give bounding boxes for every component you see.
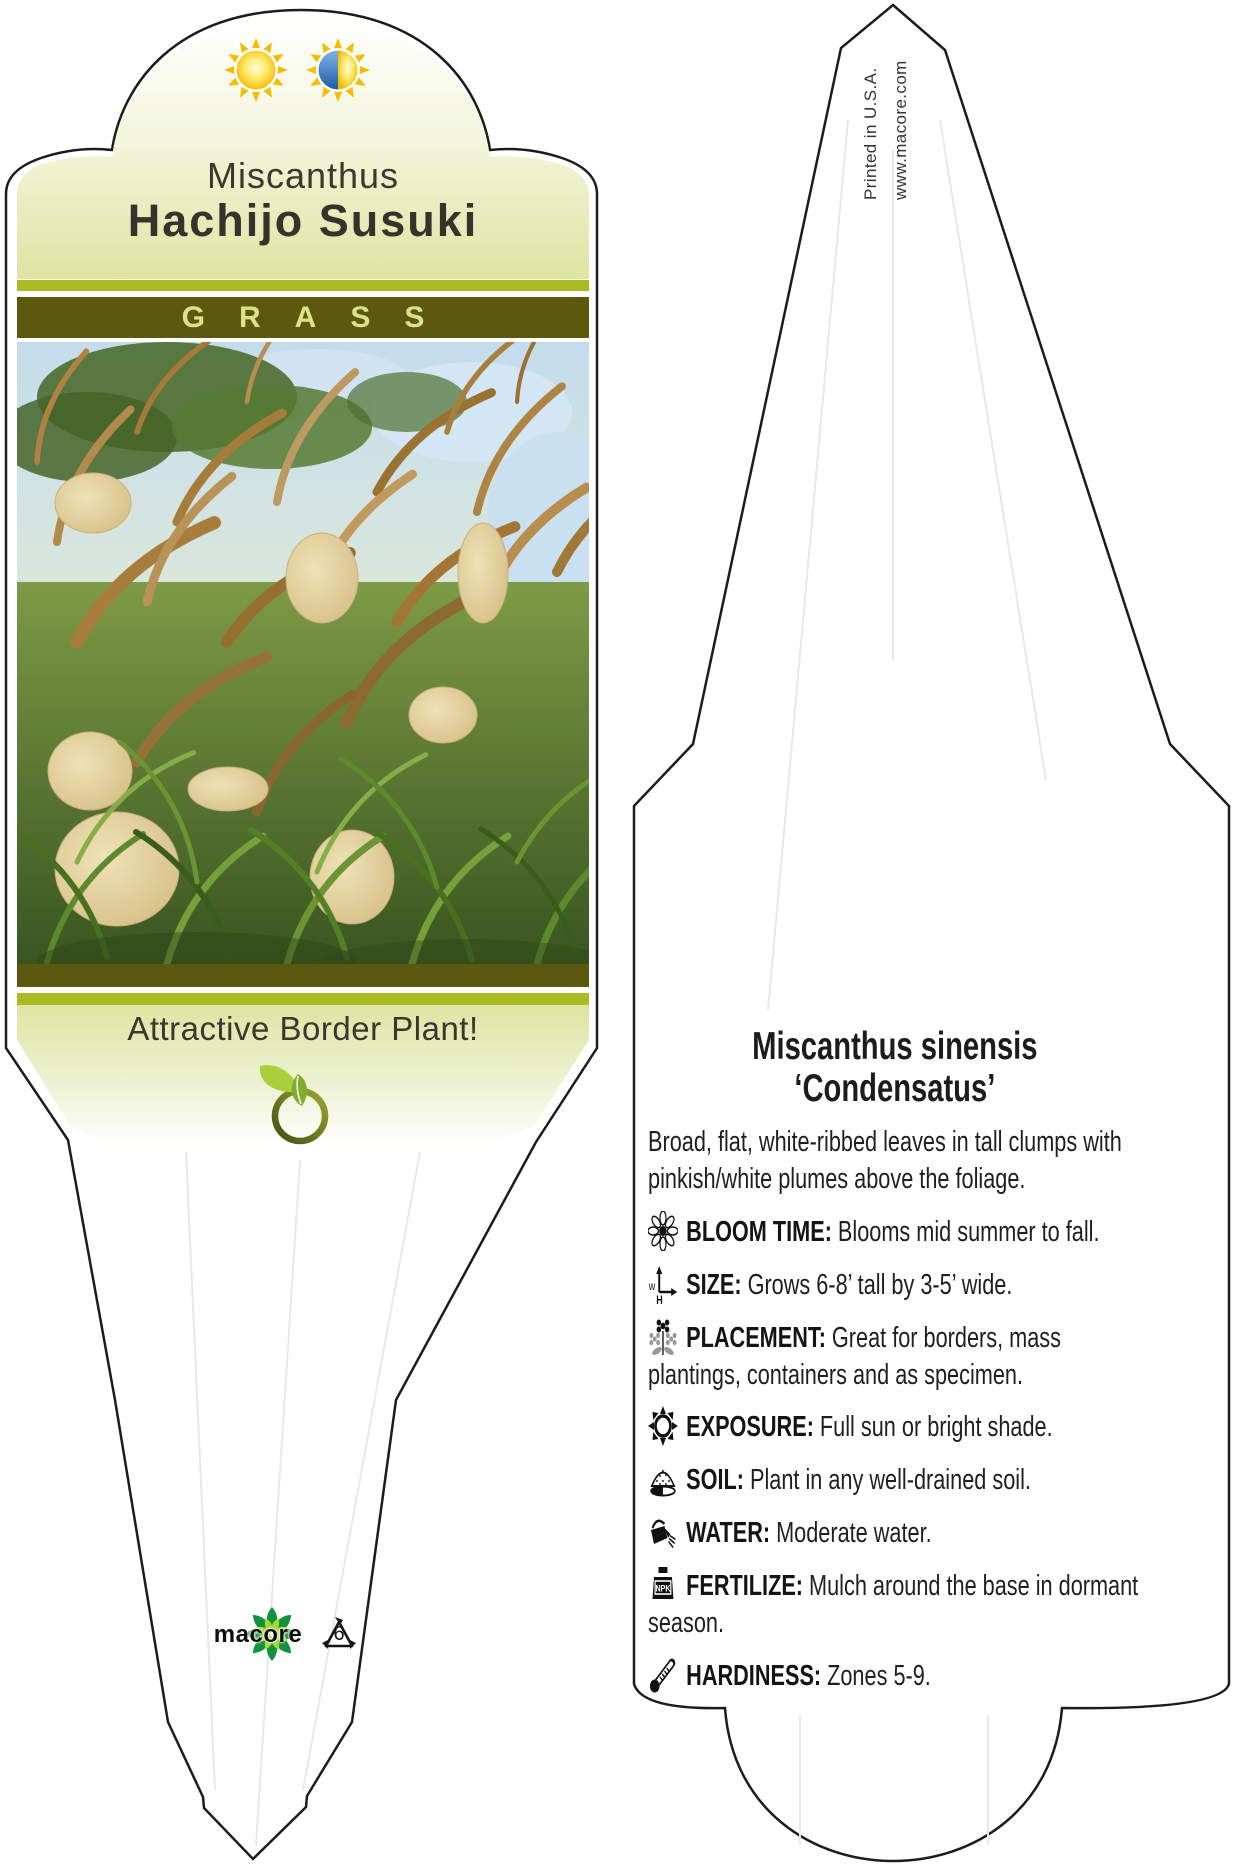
care-text: Moderate water. [776,1517,932,1550]
care-text: Mulch around the base in dormant season. [648,1570,1139,1640]
svg-text:w: w [648,1279,656,1294]
care-label: SIZE: [686,1269,742,1302]
soil-icon [648,1459,678,1499]
care-row-placement [648,1317,1142,1393]
tagline: Attractive Border Plant! [127,1010,479,1047]
care-label: WATER: [686,1517,771,1550]
accent-stripe-top [17,280,589,291]
care-label: FERTILIZE: [686,1570,804,1603]
care-text: Blooms mid summer to fall. [837,1216,1100,1249]
plant-photo [0,300,684,995]
plant-genus: Miscanthus [206,155,400,196]
care-label: PLACEMENT: [686,1322,826,1355]
care-text: Great for borders, mass plantings, containers and as specimen. [648,1322,1061,1392]
care-text: Zones 5-9. [827,1659,931,1692]
printed-in-text: Printed in U.S.A. [861,67,880,200]
brand-logo-text: macore [213,1621,303,1648]
placement-icon [648,1317,678,1357]
care-row-soil [648,1459,1142,1499]
care-text: Full sun or bright shade. [819,1411,1053,1444]
hardiness-icon [648,1655,678,1695]
svg-text:NPK: NPK [655,1582,671,1595]
care-label: EXPOSURE: [686,1411,814,1444]
care-row-exposure [648,1406,1142,1446]
care-info-panel [648,1026,1142,1695]
olive-band-bottom [17,964,589,987]
website-text: www.macore.com [890,60,910,200]
botanical-title-line1: Miscanthus sinensis [752,1025,1038,1068]
care-row-fertilize [648,1565,1142,1641]
front-tag [0,10,684,1859]
fertilize-icon [648,1565,678,1605]
care-label: BLOOM TIME: [686,1216,832,1249]
accent-stripe-bottom [17,993,589,1005]
size-icon [648,1264,678,1304]
category-banner-label: GRASS [181,300,459,334]
care-text: Grows 6-8’ tall by 3-5’ wide. [747,1269,1013,1302]
recycle-code: 6 [333,1623,345,1645]
water-icon [648,1512,678,1552]
category-banner [17,297,589,338]
print-credit [856,60,916,200]
botanical-title [648,1026,1142,1109]
care-row-size [648,1264,1142,1304]
care-label: SOIL: [686,1464,745,1497]
care-row-bloom-time [648,1211,1142,1251]
care-row-water [648,1512,1142,1552]
bloom-icon [648,1211,678,1251]
care-text: Plant in any well-drained soil. [749,1464,1031,1497]
botanical-title-line2: ‘Condensatus’ [794,1066,996,1110]
svg-text:H: H [656,1293,663,1305]
exposure-icon [648,1406,678,1446]
care-row-hardiness [648,1655,1142,1695]
care-label: HARDINESS: [686,1659,822,1692]
plant-cultivar: Hachijo Susuki [127,195,479,246]
plant-description: Broad, flat, white-ribbed leaves in tall clumps with pinkish/white plumes above the foliage. [648,1126,1122,1196]
